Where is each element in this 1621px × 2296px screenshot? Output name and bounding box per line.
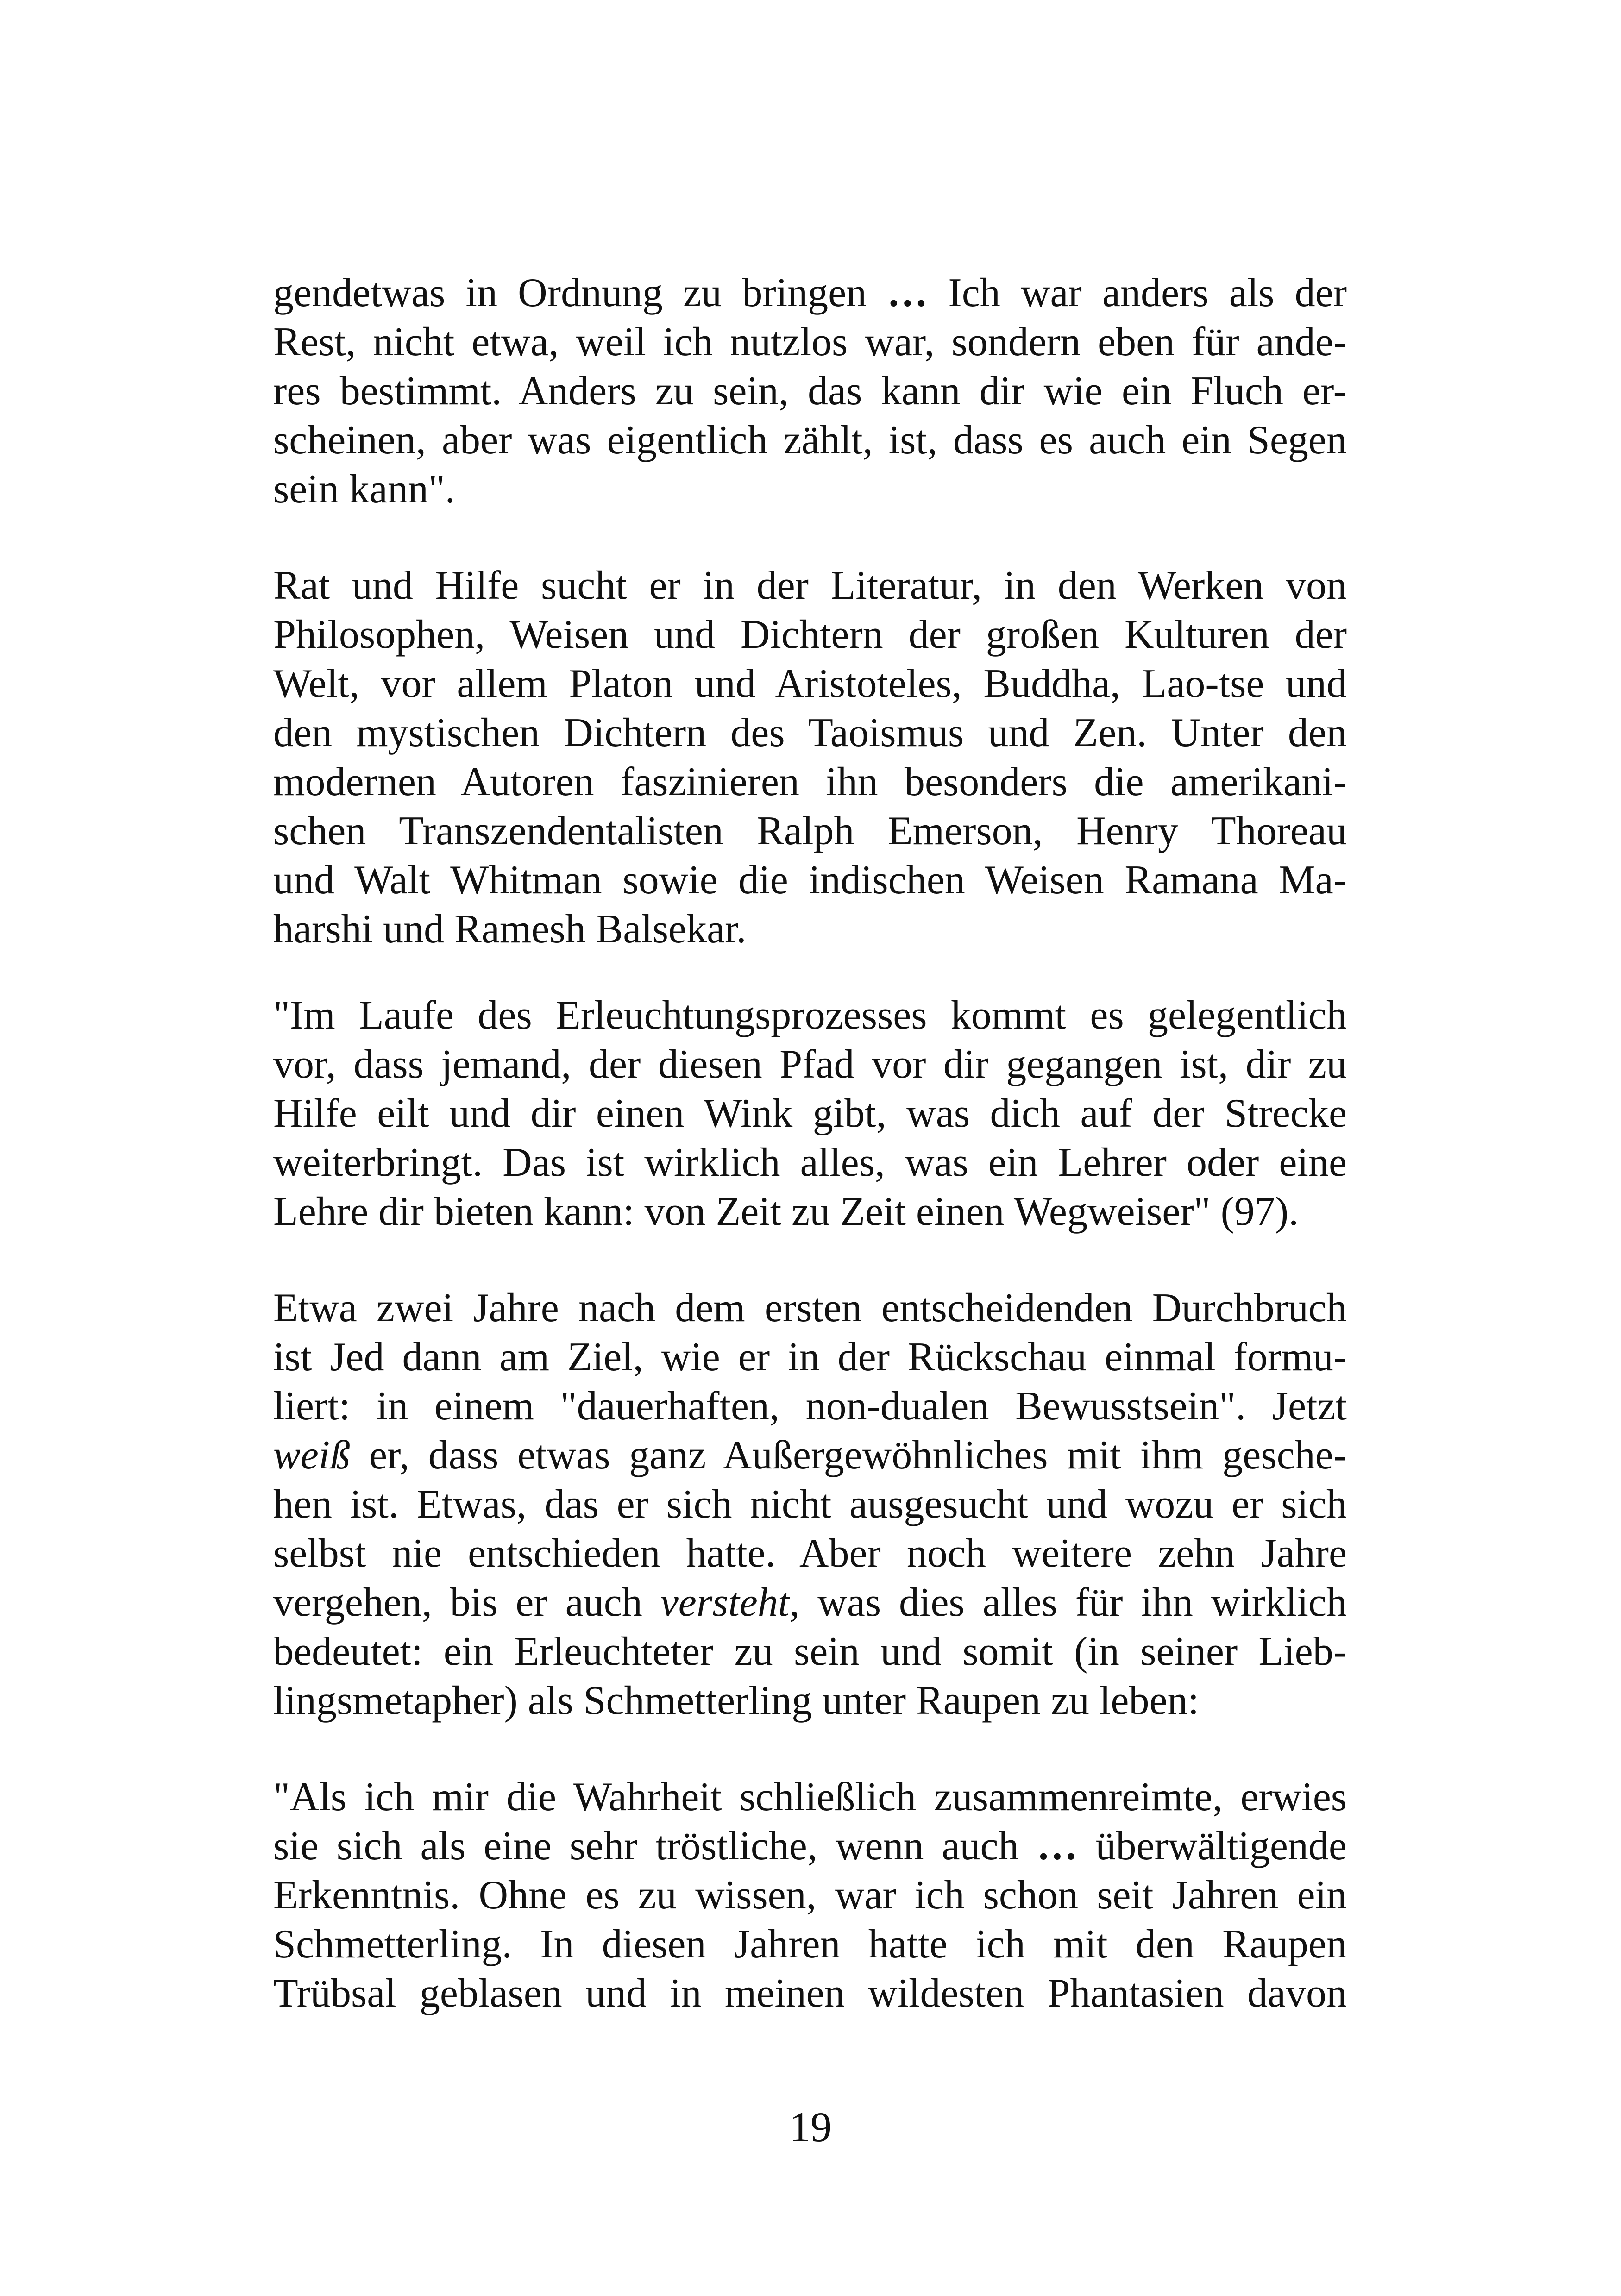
text-run: Lehre dir bieten kann: von Zeit zu Zeit einen Wegweiser" (97). [273, 1189, 1299, 1234]
text-line [273, 1284, 1347, 1333]
text-run: sein kann". [273, 467, 455, 512]
text-run: lingsmetapher) als Schmetterling unter Raupen zu leben: [273, 1678, 1199, 1723]
paragraph [273, 991, 1347, 1236]
text-line [273, 1627, 1347, 1676]
text-run: Ich war anders als der [928, 270, 1347, 315]
text-run: vor, dass jemand, der diesen Pfad vor dir gegangen ist, dir zu [273, 1042, 1347, 1087]
ellipsis: … [1037, 1824, 1078, 1869]
text-line [273, 1822, 1347, 1871]
text-run: selbst nie entschieden hatte. Aber noch weitere zehn Jahre [273, 1531, 1347, 1576]
text-run: und Walt Whitman sowie die indischen Weisen Ramana Ma- [273, 858, 1347, 903]
paragraph [273, 1284, 1347, 1725]
text-line [273, 856, 1347, 905]
text-run: Erkenntnis. Ohne es zu wissen, war ich schon seit Jahren ein [273, 1873, 1347, 1918]
text-line [273, 465, 1347, 514]
text-line [273, 1480, 1347, 1529]
text-line [273, 416, 1347, 465]
text-run: res bestimmt. Anders zu sein, das kann dir wie ein Fluch er- [273, 369, 1347, 414]
text-line [273, 1138, 1347, 1187]
text-line [273, 1969, 1347, 2018]
italic-text: weiß [273, 1433, 351, 1478]
text-run: bedeutet: ein Erleuchteter zu sein und somit (in seiner Lieb- [273, 1629, 1347, 1674]
ellipsis: … [887, 270, 928, 315]
text-line [273, 1089, 1347, 1138]
text-run: , was dies alles für ihn wirklich [789, 1580, 1347, 1625]
text-run: Philosophen, Weisen und Dichtern der großen Kulturen der [273, 612, 1347, 657]
text-run: "Im Laufe des Erleuchtungsprozesses kommt es gelegentlich [273, 993, 1347, 1038]
text-line [273, 1773, 1347, 1822]
text-run: den mystischen Dichtern des Taoismus und Zen. Unter den [273, 710, 1347, 755]
text-line [273, 1040, 1347, 1089]
text-run: modernen Autoren faszinieren ihn besonders die amerikani- [273, 759, 1347, 804]
text-line [273, 367, 1347, 416]
text-run: Schmetterling. In diesen Jahren hatte ich mit den Raupen [273, 1922, 1347, 1967]
text-line [273, 991, 1347, 1040]
text-run: Hilfe eilt und dir einen Wink gibt, was dich auf der Strecke [273, 1091, 1347, 1136]
text-run: harshi und Ramesh Balsekar. [273, 907, 747, 952]
text-line [273, 807, 1347, 856]
text-run: überwältigende [1077, 1824, 1347, 1869]
text-run: Trübsal geblasen und in meinen wildesten Phantasien davon [273, 1971, 1347, 2016]
text-run: "Als ich mir die Wahrheit schließlich zusammenreimte, erwies [273, 1775, 1347, 1819]
text-run: Etwa zwei Jahre nach dem ersten entscheidenden Durchbruch [273, 1286, 1347, 1330]
italic-text: versteht [660, 1580, 790, 1625]
text-line [273, 758, 1347, 807]
text-run: Welt, vor allem Platon und Aristoteles, Buddha, Lao-tse und [273, 661, 1347, 706]
text-line [273, 659, 1347, 709]
text-run: hen ist. Etwas, das er sich nicht ausgesucht und wozu er sich [273, 1482, 1347, 1527]
text-line [273, 1920, 1347, 1969]
text-line [273, 1871, 1347, 1920]
text-line [273, 1431, 1347, 1480]
text-line [273, 1578, 1347, 1627]
paragraph [273, 561, 1347, 954]
page-number: 19 [789, 2103, 832, 2151]
text-run: scheinen, aber was eigentlich zählt, ist, dass es auch ein Segen [273, 418, 1347, 463]
text-line [273, 1187, 1347, 1236]
paragraph [273, 1773, 1347, 2018]
text-run: liert: in einem "dauerhaften, non-dualen Bewusstsein". Jetzt [273, 1384, 1347, 1429]
text-line [273, 561, 1347, 610]
paragraph [273, 269, 1347, 514]
text-line [273, 1529, 1347, 1578]
text-line [273, 1333, 1347, 1382]
text-run: Rest, nicht etwa, weil ich nutzlos war, sondern eben für ande- [273, 320, 1347, 364]
text-run: schen Transzendentalisten Ralph Emerson, Henry Thoreau [273, 809, 1347, 853]
text-line [273, 709, 1347, 758]
text-line [273, 318, 1347, 367]
text-run: weiterbringt. Das ist wirklich alles, was ein Lehrer oder eine [273, 1140, 1347, 1185]
text-run: sie sich als eine sehr tröstliche, wenn auch [273, 1824, 1037, 1869]
text-run: ist Jed dann am Ziel, wie er in der Rückschau einmal formu- [273, 1335, 1347, 1380]
text-run: Rat und Hilfe sucht er in der Literatur, in den Werken von [273, 563, 1347, 608]
text-line [273, 905, 1347, 954]
text-line [273, 269, 1347, 318]
text-line [273, 1676, 1347, 1725]
text-line [273, 610, 1347, 659]
text-run: vergehen, bis er auch [273, 1580, 660, 1625]
text-line [273, 1382, 1347, 1431]
text-run: er, dass etwas ganz Außergewöhnliches mit ihm gesche- [350, 1433, 1347, 1478]
text-run: gendetwas in Ordnung zu bringen [273, 270, 887, 315]
